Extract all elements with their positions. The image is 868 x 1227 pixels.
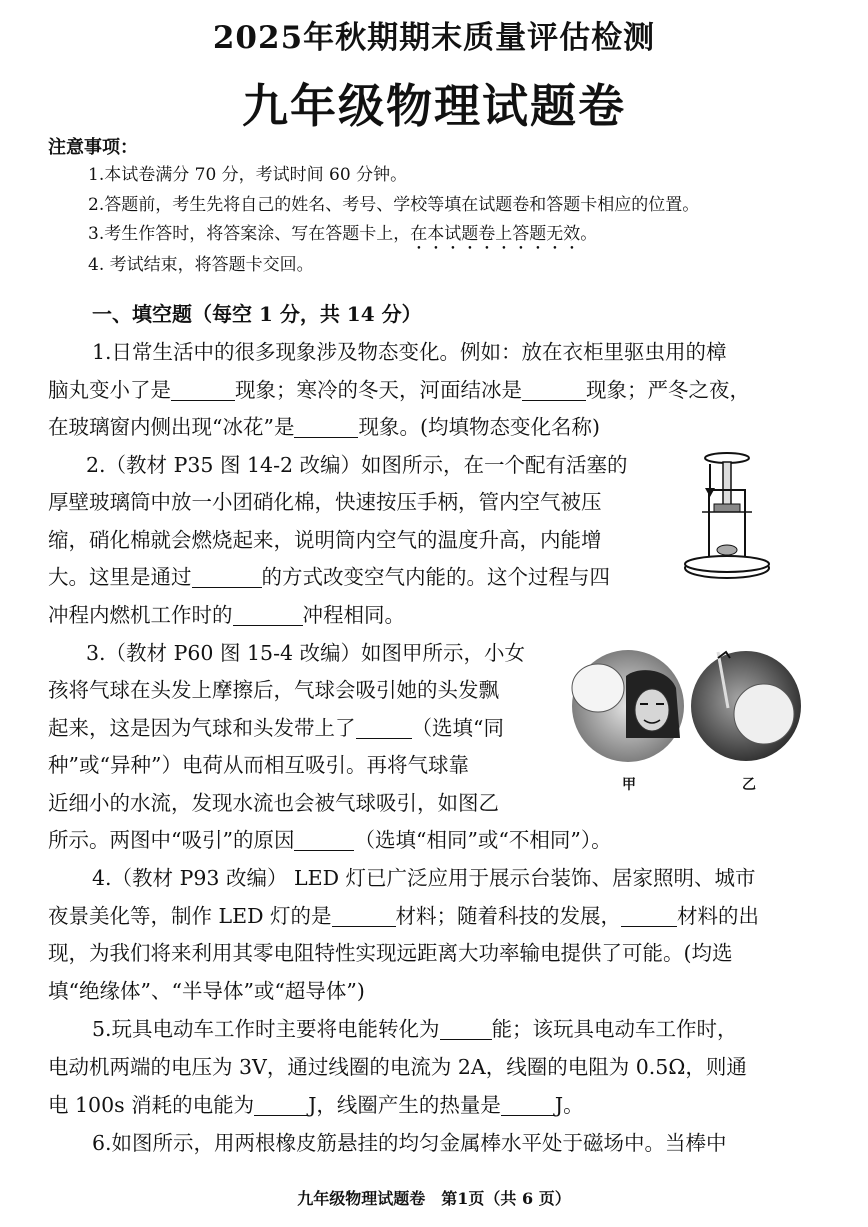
q1-text: 现象；寒冷的冬天，河面结冰是 <box>235 378 522 402</box>
q3-line: 3.（教材 P60 图 15-4 改编）如图甲所示，小女 <box>86 641 526 665</box>
exam-title: 2025年秋期期末质量评估检测 <box>212 20 656 56</box>
q2-line <box>48 597 405 635</box>
q4-text: 材料；随着科技的发展， <box>395 904 622 928</box>
q2-text: 冲程内燃机工作时的 <box>48 603 233 627</box>
q2-line <box>48 559 610 597</box>
q3-text: 起来，这是因为气球和头发带上了 <box>48 716 356 740</box>
notice-item: 2.答题前，考生先将自己的姓名、考号、学校等填在试题卷和答题卡相应的位置。 <box>88 195 700 215</box>
q5-text: J，线圈产生的热量是 <box>308 1093 501 1117</box>
q5-text: 能；该玩具电动车工作时， <box>491 1017 738 1041</box>
figure-label-a: 甲 <box>622 777 636 793</box>
q3-text: （选填“同 <box>411 716 504 740</box>
answer-blank <box>233 605 303 626</box>
q3-line: 近细小的水流，发现水流也会被气球吸引，如图乙 <box>48 791 499 815</box>
q4-line: 填“绝缘体”、“半导体”或“超导体”) <box>48 979 365 1003</box>
paper-title: 九年级物理试题卷 <box>242 79 626 133</box>
notice-item-text: 3.考生作答时，将答案涂、写在答题卡上， <box>88 224 411 244</box>
answer-blank <box>171 380 235 401</box>
q3-line <box>48 710 504 748</box>
q5-line <box>92 1011 738 1049</box>
balloon-photos-figure <box>568 648 804 766</box>
q4-text: 夜景美化等，制作 LED 灯的是 <box>48 904 332 928</box>
q4-line: 现，为我们将来利用其零电阻特性实现远距离大功率输电提供了可能。(均选 <box>48 941 733 965</box>
q2-line: 缩，硝化棉就会燃烧起来，说明筒内空气的温度升高，内能增 <box>48 528 602 552</box>
answer-blank <box>332 906 396 927</box>
q2-text: 的方式改变空气内能的。这个过程与四 <box>261 565 610 589</box>
q3-text: 所示。两图中“吸引”的原因 <box>48 828 295 852</box>
q5-text: J。 <box>554 1093 584 1117</box>
answer-blank <box>294 830 354 851</box>
figure-label-b: 乙 <box>742 777 756 793</box>
answer-blank <box>192 567 262 588</box>
q5-line <box>48 1087 584 1125</box>
q4-text: 材料的出 <box>677 904 760 928</box>
piston-cylinder-figure <box>680 450 790 585</box>
q2-text: 大。这里是通过 <box>48 565 192 589</box>
answer-blank <box>254 1095 308 1116</box>
q2-line: 厚壁玻璃筒中放一小团硝化棉，快速按压手柄，管内空气被压 <box>48 490 602 514</box>
answer-blank <box>522 380 586 401</box>
q3-line <box>48 822 612 860</box>
answer-blank <box>440 1019 492 1040</box>
notice-emphasis: 在本试题卷上答题无效。 <box>410 224 598 244</box>
q5-text: 5.玩具电动车工作时主要将电能转化为 <box>92 1017 440 1041</box>
answer-blank <box>356 718 412 739</box>
q3-text: （选填“相同”或“不相同”）。 <box>354 828 612 852</box>
q3-line: 孩将气球在头发上摩擦后，气球会吸引她的头发飘 <box>48 678 499 702</box>
answer-blank <box>501 1095 555 1116</box>
q1-text: 脑丸变小了是 <box>48 378 171 402</box>
q6-line: 6.如图所示，用两根橡皮筋悬挂的均匀金属棒水平处于磁场中。当棒中 <box>92 1131 727 1155</box>
q4-line: 4.（教材 P93 改编） LED 灯已广泛应用于展示台装饰、居家照明、城市 <box>92 866 756 890</box>
q5-text: 电 100s 消耗的电能为 <box>48 1093 255 1117</box>
answer-blank <box>621 906 677 927</box>
notice-item: 4. 考试结束，将答题卡交回。 <box>88 255 314 275</box>
q1-line <box>48 409 600 447</box>
q1-line <box>48 372 750 410</box>
q5-line: 电动机两端的电压为 3V，通过线圈的电流为 2A，线圈的电阻为 0.5Ω，则通 <box>48 1055 747 1079</box>
answer-blank <box>294 417 358 438</box>
notice-item <box>88 221 597 254</box>
page-footer: 九年级物理试题卷 第1页（共 6 页） <box>297 1189 571 1208</box>
q2-text: 冲程相同。 <box>302 603 405 627</box>
q1-line: 1.日常生活中的很多现象涉及物态变化。例如：放在衣柜里驱虫用的樟 <box>92 340 727 364</box>
q1-text: 现象。(均填物态变化名称) <box>358 415 600 439</box>
q2-line: 2.（教材 P35 图 14-2 改编）如图所示，在一个配有活塞的 <box>86 453 628 477</box>
q1-text: 在玻璃窗内侧出现“冰花”是 <box>48 415 295 439</box>
q1-text: 现象；严冬之夜， <box>586 378 750 402</box>
q4-line <box>48 898 759 936</box>
section-title: 一、填空题（每空 1 分，共 14 分） <box>92 302 422 326</box>
notice-item: 1.本试卷满分 70 分，考试时间 60 分钟。 <box>88 165 408 185</box>
notice-heading: 注意事项： <box>48 137 138 158</box>
q3-line: 种”或“异种”）电荷从而相互吸引。再将气球靠 <box>48 753 469 777</box>
